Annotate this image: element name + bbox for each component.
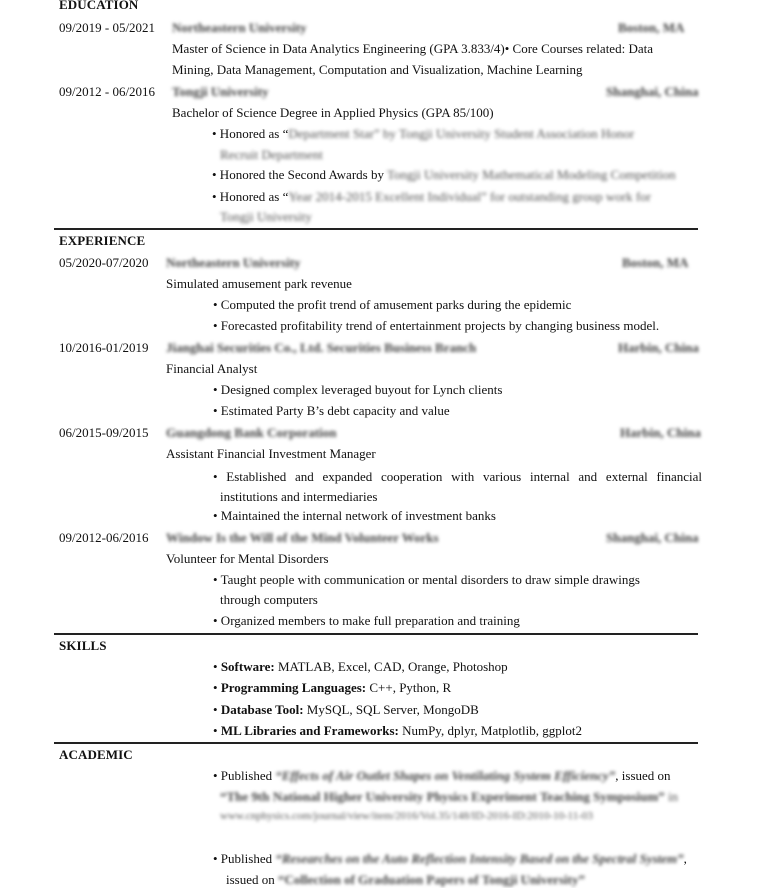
- education-degree-line: Bachelor of Science Degree in Applied Physics (GPA 85/100): [172, 105, 494, 120]
- experience-role: Assistant Financial Investment Manager: [166, 446, 376, 461]
- list-item: • Taught people with communication or mental disorders to draw simple drawings: [213, 572, 640, 587]
- skill-item: • Database Tool: MySQL, SQL Server, MongoDB: [213, 702, 479, 717]
- experience-role: Volunteer for Mental Disorders: [166, 551, 329, 566]
- skills-heading: SKILLS: [59, 638, 107, 653]
- experience-location: Boston, MA: [622, 255, 689, 270]
- list-item: • Forecasted profitability trend of entertainment projects by changing business model.: [213, 318, 660, 333]
- skill-item: • Software: MATLAB, Excel, CAD, Orange, Photoshop: [213, 659, 508, 674]
- education-dates: 09/2019 - 05/2021: [59, 20, 156, 35]
- education-heading: EDUCATION: [59, 0, 139, 12]
- list-item: • Designed complex leveraged buyout for Lynch clients: [213, 382, 503, 397]
- section-divider: [54, 633, 698, 635]
- education-degree-line: Master of Science in Data Analytics Engineering (GPA 3.833/4)• Core Courses related: Data: [172, 41, 653, 56]
- list-item: • Computed the profit trend of amusement parks during the epidemic: [213, 297, 572, 312]
- experience-org: Guangdong Bank Corporation: [166, 425, 337, 440]
- publication-venue: “The 9th National Higher University Physics Experiment Teaching Symposium” in: [220, 789, 679, 804]
- experience-role: Financial Analyst: [166, 361, 258, 376]
- publication-item: • Published “Researches on the Auto Reflection Intensity Based on the Spectral System”,: [213, 851, 687, 866]
- list-item-continuation: Recruit Department: [220, 147, 323, 162]
- education-school: Northeastern University: [172, 20, 307, 35]
- skill-item: • ML Libraries and Frameworks: NumPy, dplyr, Matplotlib, ggplot2: [213, 723, 582, 738]
- experience-heading: EXPERIENCE: [59, 233, 146, 248]
- education-location: Boston, MA: [618, 20, 685, 35]
- experience-role: Simulated amusement park revenue: [166, 276, 352, 291]
- list-item: • Established and expanded cooperation with various internal and external financial institutions and intermediaries: [213, 469, 702, 504]
- academic-heading: ACADEMIC: [59, 747, 133, 762]
- education-dates: 09/2012 - 06/2016: [59, 84, 156, 99]
- skill-item: • Programming Languages: C++, Python, R: [213, 680, 452, 695]
- list-item: • Honored the Second Awards by Tongji University Mathematical Modeling Competition: [212, 167, 676, 182]
- experience-org: Jianghai Securities Co., Ltd. Securities Business Branch: [166, 340, 477, 355]
- education-degree-line: Mining, Data Management, Computation and Visualization, Machine Learning: [172, 62, 583, 77]
- experience-dates: 10/2016-01/2019: [59, 340, 149, 355]
- experience-location: Harbin, China: [620, 425, 701, 440]
- list-item: • Estimated Party B’s debt capacity and value: [213, 403, 450, 418]
- publication-link[interactable]: www.cnphysics.com/journal/view/item/2016/Vol.35/148/ID-2016-ID:2010-10-11-03: [220, 810, 593, 822]
- section-divider: [54, 228, 698, 230]
- experience-location: Shanghai, China: [606, 530, 699, 545]
- publication-venue: issued on “Collection of Graduation Papers of Tongji University”: [226, 872, 585, 887]
- list-item-continuation: through computers: [220, 592, 318, 607]
- list-item: • Maintained the internal network of investment banks: [213, 508, 496, 523]
- experience-dates: 09/2012-06/2016: [59, 530, 149, 545]
- experience-dates: 06/2015-09/2015: [59, 425, 149, 440]
- experience-dates: 05/2020-07/2020: [59, 255, 149, 270]
- experience-org: Window Is the Will of the Mind Volunteer Works: [166, 530, 439, 545]
- section-divider: [54, 742, 698, 744]
- list-item-continuation: Tongji University: [220, 209, 312, 224]
- experience-org: Northeastern University: [166, 255, 301, 270]
- list-item: • Honored as “Year 2014-2015 Excellent Individual” for outstanding group work for: [212, 189, 651, 204]
- education-location: Shanghai, China: [606, 84, 699, 99]
- experience-location: Harbin, China: [618, 340, 699, 355]
- publication-item: • Published “Effects of Air Outlet Shapes on Ventilating System Efficiency”, issued on: [213, 768, 671, 783]
- list-item: • Honored as “Department Star” by Tongji University Student Association Honor: [212, 126, 635, 141]
- education-school: Tongji University: [172, 84, 269, 99]
- list-item: • Organized members to make full preparation and training: [213, 613, 520, 628]
